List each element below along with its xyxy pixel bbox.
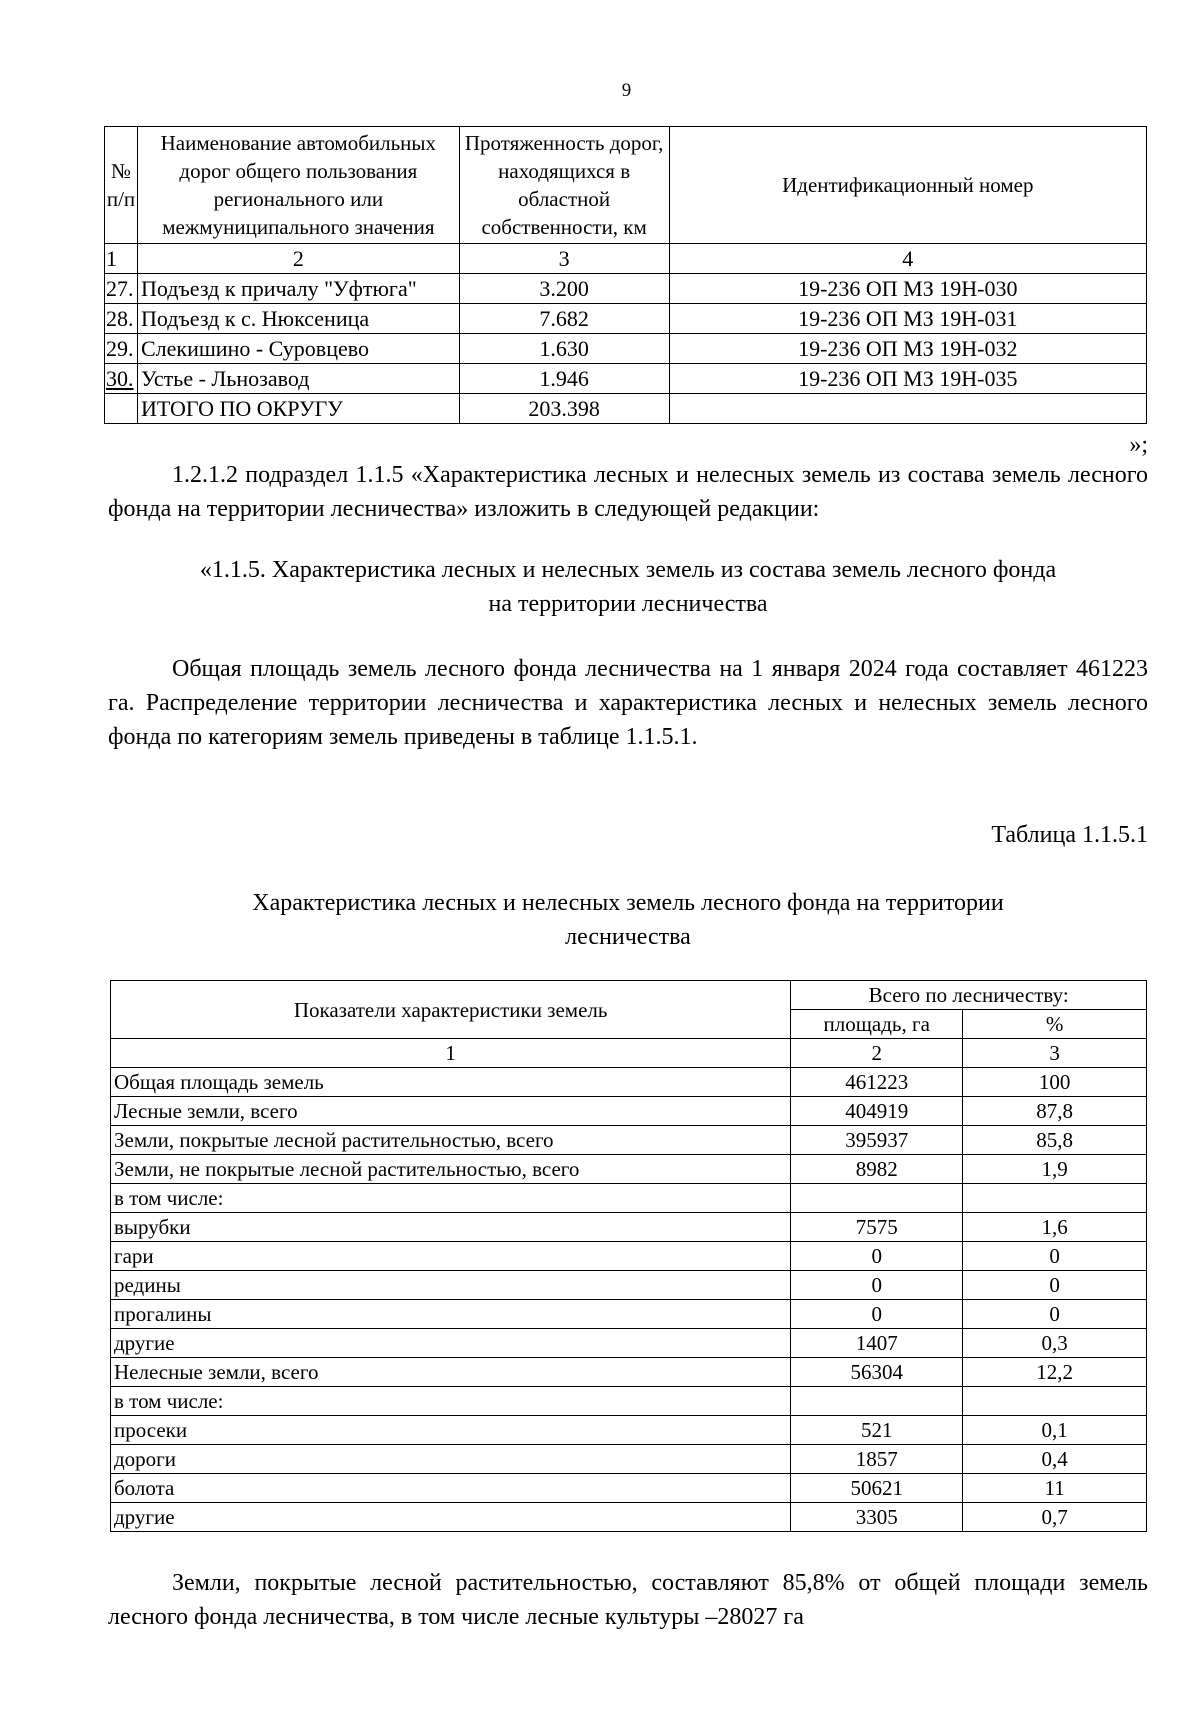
table-row <box>111 1445 1147 1474</box>
road-id: 19-236 ОП МЗ 19Н-032 <box>669 334 1146 364</box>
section-title <box>108 553 1148 621</box>
land-label: просеки <box>111 1416 791 1445</box>
lands-index-cell: 2 <box>791 1039 963 1068</box>
land-area: 1407 <box>791 1329 963 1358</box>
table-row <box>105 364 1147 394</box>
table-row <box>111 1474 1147 1503</box>
land-area: 0 <box>791 1242 963 1271</box>
page-number: 9 <box>621 80 632 101</box>
intro-paragraph <box>108 652 1148 754</box>
land-label: болота <box>111 1474 791 1503</box>
land-pct <box>963 1387 1147 1416</box>
land-area: 0 <box>791 1300 963 1329</box>
land-area: 8982 <box>791 1155 963 1184</box>
section-title-line-2: на территории лесничества <box>488 591 768 617</box>
road-num: 28. <box>105 304 138 334</box>
table-reference: Таблица 1.1.5.1 <box>991 822 1148 848</box>
roads-index-row <box>105 244 1147 274</box>
land-label: Земли, покрытые лесной растительностью, всего <box>111 1126 791 1155</box>
lands-header-indicator: Показатели характеристики земель <box>111 981 791 1039</box>
land-pct: 100 <box>963 1068 1147 1097</box>
lands-index-cell: 1 <box>111 1039 791 1068</box>
road-num: 30. <box>105 364 138 394</box>
table-row <box>111 1271 1147 1300</box>
total-row <box>105 394 1147 424</box>
roads-header-name: Наименование автомобильных дорог общего пользования регионального или межмуниципального значения <box>137 127 459 244</box>
roads-index-cell: 1 <box>105 244 138 274</box>
lands-header-pct: % <box>963 1010 1147 1039</box>
table-row <box>111 1213 1147 1242</box>
land-label: Лесные земли, всего <box>111 1097 791 1126</box>
road-id: 19-236 ОП МЗ 19Н-030 <box>669 274 1146 304</box>
land-label: в том числе: <box>111 1387 791 1416</box>
land-area <box>791 1387 963 1416</box>
land-label: вырубки <box>111 1213 791 1242</box>
land-pct: 0 <box>963 1271 1147 1300</box>
roads-table <box>104 126 1147 424</box>
table-row <box>111 1503 1147 1532</box>
land-pct: 1,6 <box>963 1213 1147 1242</box>
land-pct <box>963 1184 1147 1213</box>
roads-header-row <box>105 127 1147 244</box>
table-row <box>111 1097 1147 1126</box>
roads-index-cell: 4 <box>669 244 1146 274</box>
quote-end: »; <box>1129 432 1148 458</box>
lands-index-cell: 3 <box>963 1039 1147 1068</box>
land-area: 404919 <box>791 1097 963 1126</box>
road-name: Подъезд к с. Нюксеница <box>137 304 459 334</box>
roads-header-id: Идентификационный номер <box>669 127 1146 244</box>
intro-text: Общая площадь земель лесного фонда лесничества на 1 января 2024 года составляет 461223 га. Распределение территории лесничества и характеристика лесных и нелесных земель лесного фонда по категориям земель приведены в таблице 1.1.5.1. <box>108 656 1148 750</box>
table-row <box>111 1358 1147 1387</box>
closing-text: Земли, покрытые лесной растительностью, составляют 85,8% от общей площади земель лесного фонда лесничества, в том числе лесные культуры –28027 га <box>108 1570 1148 1630</box>
land-label: прогалины <box>111 1300 791 1329</box>
table-row <box>111 1416 1147 1445</box>
table-row <box>111 1242 1147 1271</box>
table-row <box>111 1329 1147 1358</box>
land-area: 461223 <box>791 1068 963 1097</box>
land-pct: 0,3 <box>963 1329 1147 1358</box>
land-pct: 0,1 <box>963 1416 1147 1445</box>
table-row <box>105 304 1147 334</box>
land-label: Общая площадь земель <box>111 1068 791 1097</box>
land-label: другие <box>111 1503 791 1532</box>
lands-header-row <box>111 981 1147 1010</box>
table-row <box>105 274 1147 304</box>
table-row <box>111 1184 1147 1213</box>
total-id-cell <box>669 394 1146 424</box>
land-area: 395937 <box>791 1126 963 1155</box>
land-pct: 11 <box>963 1474 1147 1503</box>
road-id: 19-236 ОП МЗ 19Н-035 <box>669 364 1146 394</box>
land-label: другие <box>111 1329 791 1358</box>
section-title-line-1: «1.1.5. Характеристика лесных и нелесных земель из состава земель лесного фонда <box>199 557 1057 583</box>
land-pct: 85,8 <box>963 1126 1147 1155</box>
land-area: 521 <box>791 1416 963 1445</box>
roads-header-length: Протяженность дорог, находящихся в областной собственности, км <box>459 127 669 244</box>
land-area <box>791 1184 963 1213</box>
road-name: Подъезд к причалу "Уфтюга" <box>137 274 459 304</box>
land-pct: 0,4 <box>963 1445 1147 1474</box>
lands-index-row <box>111 1039 1147 1068</box>
roads-index-cell: 2 <box>137 244 459 274</box>
road-id: 19-236 ОП МЗ 19Н-031 <box>669 304 1146 334</box>
amendment-text: 1.2.1.2 подраздел 1.1.5 «Характеристика лесных и нелесных земель из состава земель лесного фонда на территории лесничества» изложить в следующей редакции: <box>108 462 1148 522</box>
road-name: Устье - Льнозавод <box>137 364 459 394</box>
lands-header-area: площадь, га <box>791 1010 963 1039</box>
road-length: 7.682 <box>459 304 669 334</box>
land-area: 0 <box>791 1271 963 1300</box>
roads-header-num: № п/п <box>105 127 138 244</box>
table-caption-line-1: Характеристика лесных и нелесных земель лесного фонда на территории <box>252 890 1004 916</box>
table-row <box>105 334 1147 364</box>
table-caption <box>108 886 1148 954</box>
lands-header-total: Всего по лесничеству: <box>791 981 1147 1010</box>
table-row <box>111 1300 1147 1329</box>
land-area: 3305 <box>791 1503 963 1532</box>
amendment-paragraph <box>108 458 1148 526</box>
land-label: в том числе: <box>111 1184 791 1213</box>
land-pct: 12,2 <box>963 1358 1147 1387</box>
land-pct: 0,7 <box>963 1503 1147 1532</box>
lands-table <box>110 980 1147 1532</box>
land-pct: 87,8 <box>963 1097 1147 1126</box>
land-label: гари <box>111 1242 791 1271</box>
land-label: Нелесные земли, всего <box>111 1358 791 1387</box>
land-label: дороги <box>111 1445 791 1474</box>
road-num: 29. <box>105 334 138 364</box>
land-area: 50621 <box>791 1474 963 1503</box>
closing-paragraph <box>108 1566 1148 1634</box>
land-area: 1857 <box>791 1445 963 1474</box>
total-label: ИТОГО ПО ОКРУГУ <box>137 394 459 424</box>
roads-index-cell: 3 <box>459 244 669 274</box>
road-length: 3.200 <box>459 274 669 304</box>
land-pct: 1,9 <box>963 1155 1147 1184</box>
table-caption-line-2: лесничества <box>565 924 691 950</box>
total-num-cell <box>105 394 138 424</box>
table-row <box>111 1387 1147 1416</box>
land-pct: 0 <box>963 1300 1147 1329</box>
land-label: редины <box>111 1271 791 1300</box>
road-length: 1.630 <box>459 334 669 364</box>
road-num: 27. <box>105 274 138 304</box>
land-area: 7575 <box>791 1213 963 1242</box>
land-pct: 0 <box>963 1242 1147 1271</box>
table-row <box>111 1068 1147 1097</box>
table-row <box>111 1155 1147 1184</box>
road-name: Слекишино - Суровцево <box>137 334 459 364</box>
road-length: 1.946 <box>459 364 669 394</box>
table-row <box>111 1126 1147 1155</box>
total-length: 203.398 <box>459 394 669 424</box>
land-area: 56304 <box>791 1358 963 1387</box>
land-label: Земли, не покрытые лесной растительностью, всего <box>111 1155 791 1184</box>
